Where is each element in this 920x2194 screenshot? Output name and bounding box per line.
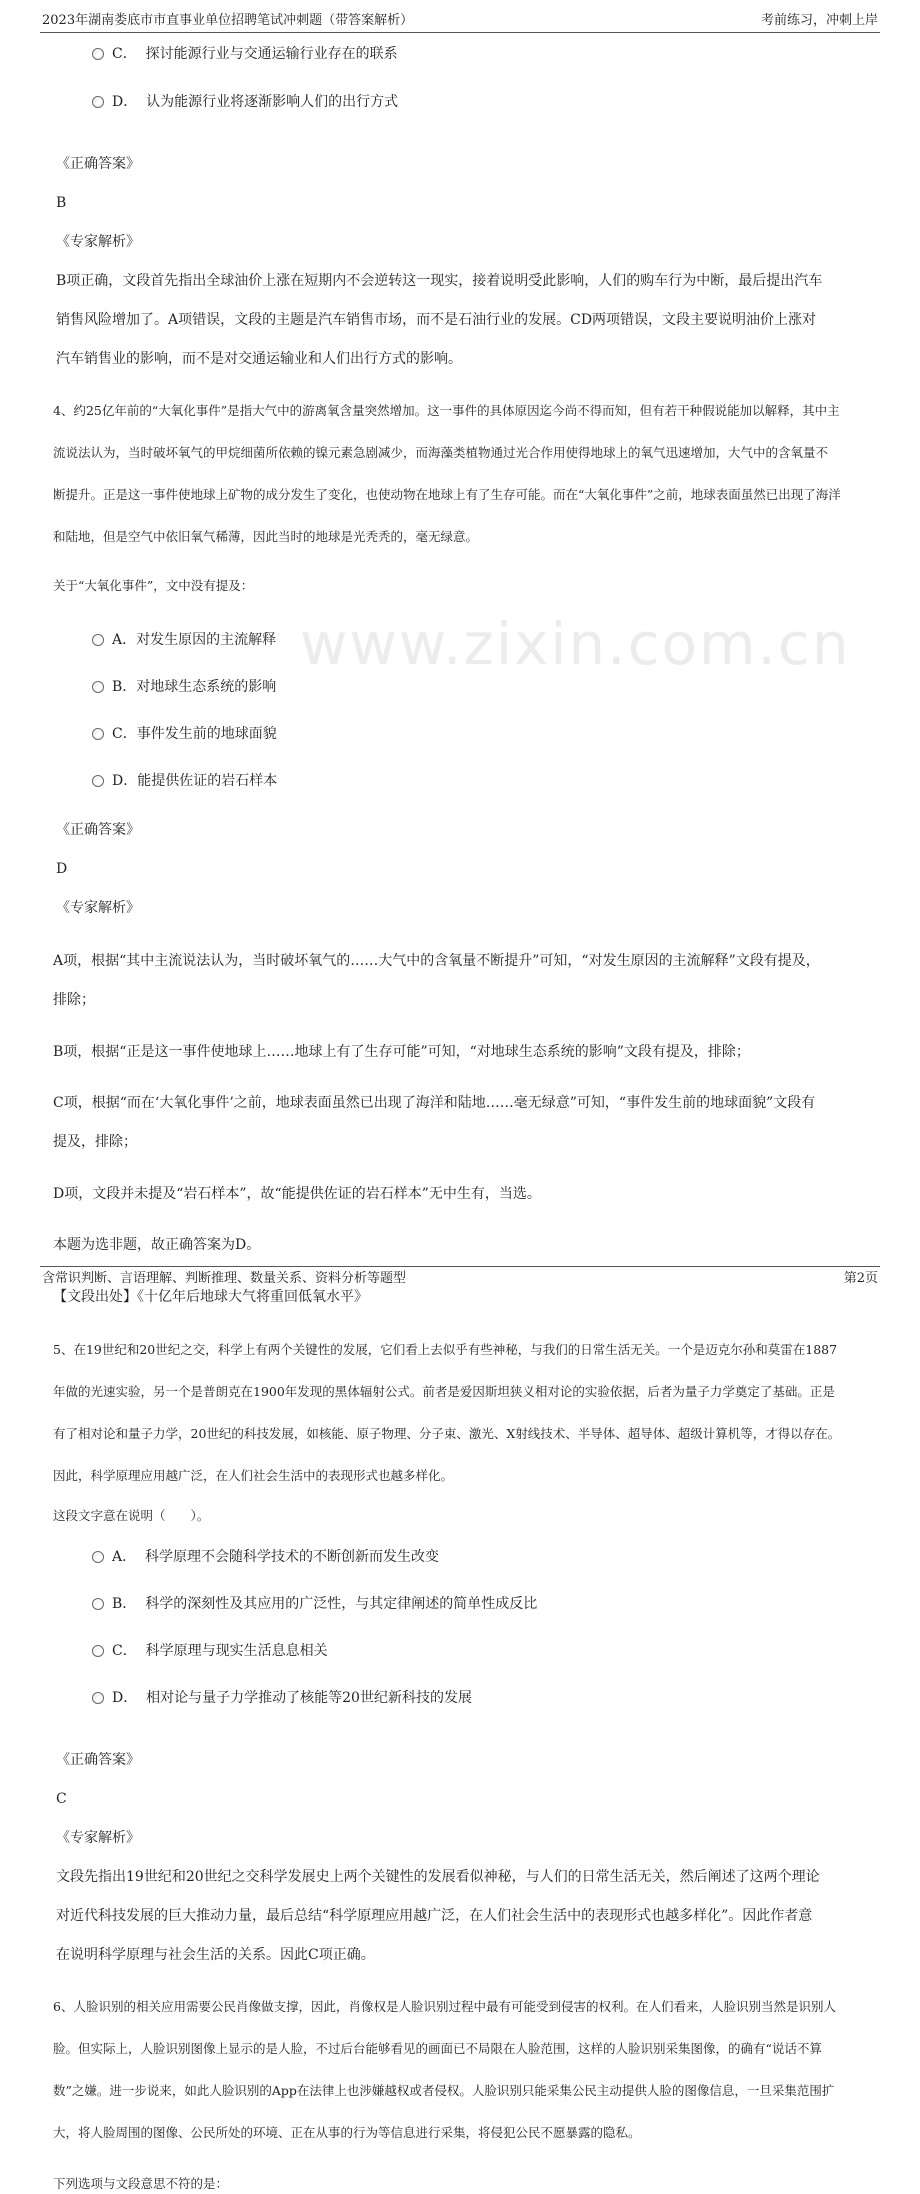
radio-icon[interactable] <box>92 634 104 646</box>
q3-analysis-label: 《专家解析》 <box>56 234 140 250</box>
q4-stem-line: 断提升。正是这一事件使地球上矿物的成分发生了变化，也使动物在地球上有了生存可能。而在“大氧化事件”之前，地球表面虽然已出现了海洋 <box>53 487 841 502</box>
q4-option-b[interactable]: B．对地球生态系统的影响 <box>92 677 920 697</box>
radio-icon[interactable] <box>92 1692 104 1704</box>
page-number: 第2页 <box>843 1271 878 1286</box>
q4-analysis-label: 《专家解析》 <box>56 900 140 916</box>
q5-answer-label: 《正确答案》 <box>56 1752 140 1768</box>
q4-analysis-c: 提及，排除； <box>53 1134 137 1150</box>
q6-stem-line: 脸。但实际上，人脸识别图像上显示的是人脸，不过后台能够看见的画面已不局限在人脸范围，这样的人脸识别采集图像，的确有“说话不算 <box>53 2041 822 2056</box>
q4-answer-label: 《正确答案》 <box>56 822 140 838</box>
q4-answer: D <box>56 861 68 877</box>
q5-analysis-line: 文段先指出19世纪和20世纪之交科学发展史上两个关键性的发展看似神秘，与人们的日常生活无关，然后阐述了这两个理论 <box>56 1869 820 1885</box>
document-title: 2023年湖南娄底市市直事业单位招聘笔试冲刺题（带答案解析） <box>42 13 414 28</box>
q4-question: 关于“大氧化事件”，文中没有提及： <box>53 578 254 593</box>
q5-question: 这段文字意在说明（ ）。 <box>53 1508 210 1523</box>
q5-option-c[interactable]: C． 科学原理与现实生活息息相关 <box>92 1641 920 1661</box>
q4-stem-line: 流说法认为，当时破坏氧气的甲烷细菌所依赖的镍元素急剧减少，而海藻类植物通过光合作用使得地球上的氧气迅速增加，大气中的含氧量不 <box>53 445 829 460</box>
q6-stem-line: 6、人脸识别的相关应用需要公民肖像做支撑，因此，肖像权是人脸识别过程中最有可能受到侵害的权利。在人们看来，人脸识别当然是识别人 <box>53 1999 836 2014</box>
radio-icon[interactable] <box>92 775 104 787</box>
radio-icon[interactable] <box>92 681 104 693</box>
q4-analysis-b: B项，根据“正是这一事件使地球上……地球上有了生存可能”可知，“对地球生态系统的影响”文段有提及，排除； <box>53 1044 750 1060</box>
q3-analysis-line: B项正确，文段首先指出全球油价上涨在短期内不会逆转这一现实，接着说明受此影响，人们的购车行为中断，最后提出汽车 <box>56 273 823 289</box>
q5-stem-line: 有了相对论和量子力学，20世纪的科技发展，如核能、原子物理、分子束、激光、X射线技术、半导体、超导体、超级计算机等，才得以存在。 <box>53 1426 841 1441</box>
q4-option-c[interactable]: C．事件发生前的地球面貌 <box>92 724 920 744</box>
q3-option-d[interactable]: D． 认为能源行业将逐渐影响人们的出行方式 <box>92 92 920 112</box>
q3-answer-label: 《正确答案》 <box>56 156 140 172</box>
q6-question: 下列选项与文段意思不符的是： <box>53 2176 229 2191</box>
q5-analysis-line: 在说明科学原理与社会生活的关系。因此C项正确。 <box>56 1947 375 1963</box>
q4-analysis-a: 排除； <box>53 992 95 1008</box>
q3-option-c[interactable]: C． 探讨能源行业与交通运输行业存在的联系 <box>92 44 920 64</box>
q4-analysis-a: A项，根据“其中主流说法认为，当时破坏氧气的……大气中的含氧量不断提升”可知，“对发生原因的主流解释”文段有提及， <box>53 953 820 969</box>
radio-icon[interactable] <box>92 48 104 60</box>
watermark: www.zixin.com.cn <box>300 610 851 678</box>
footer-categories: 含常识判断、言语理解、判断推理、数量关系、资料分析等题型 <box>42 1271 407 1286</box>
q4-conclusion: 本题为选非题，故正确答案为D。 <box>53 1237 261 1253</box>
q3-analysis-line: 销售风险增加了。A项错误，文段的主题是汽车销售市场，而不是石油行业的发展。CD两项错误，文段主要说明油价上涨对 <box>56 312 817 328</box>
radio-icon[interactable] <box>92 728 104 740</box>
q4-analysis-c: C项，根据“而在‘大氧化事件’之前，地球表面虽然已出现了海洋和陆地……毫无绿意”可知，“事件发生前的地球面貌”文段有 <box>53 1095 816 1111</box>
page-header <box>40 10 880 33</box>
q4-stem-line: 4、约25亿年前的“大氧化事件”是指大气中的游离氧含量突然增加。这一事件的具体原因迄今尚不得而知，但有若干种假说能加以解释，其中主 <box>53 403 840 418</box>
q5-answer: C <box>56 1791 67 1807</box>
q5-option-b[interactable]: B． 科学的深刻性及其应用的广泛性，与其定律阐述的简单性成反比 <box>92 1594 920 1614</box>
q5-stem-line: 因此，科学原理应用越广泛，在人们社会生活中的表现形式也越多样化。 <box>53 1468 454 1483</box>
q3-answer: B <box>56 195 67 211</box>
q4-analysis-d: D项，文段并未提及“岩石样本”，故“能提供佐证的岩石样本”无中生有，当选。 <box>53 1186 541 1202</box>
q5-stem-line: 5、在19世纪和20世纪之交，科学上有两个关键性的发展，它们看上去似乎有些神秘，与我们的日常生活无关。一个是迈克尔孙和莫雷在1887 <box>53 1342 838 1357</box>
q4-option-d[interactable]: D．能提供佐证的岩石样本 <box>92 771 920 791</box>
q3-analysis-line: 汽车销售业的影响，而不是对交通运输业和人们出行方式的影响。 <box>56 351 462 367</box>
radio-icon[interactable] <box>92 1598 104 1610</box>
q6-stem-line: 大，将人脸周围的图像、公民所处的环境、正在从事的行为等信息进行采集，将侵犯公民不愿暴露的隐私。 <box>53 2125 641 2140</box>
q5-analysis-label: 《专家解析》 <box>56 1830 140 1846</box>
q4-stem-line: 和陆地，但是空气中依旧氧气稀薄，因此当时的地球是光秃秃的，毫无绿意。 <box>53 529 479 544</box>
radio-icon[interactable] <box>92 1645 104 1657</box>
q5-option-a[interactable]: A． 科学原理不会随科学技术的不断创新而发生改变 <box>92 1547 920 1567</box>
radio-icon[interactable] <box>92 1551 104 1563</box>
q6-stem-line: 数”之嫌。进一步说来，如此人脸识别的App在法律上也涉嫌越权或者侵权。人脸识别只能采集公民主动提供人脸的图像信息，一旦采集范围扩 <box>53 2083 835 2098</box>
q5-analysis-line: 对近代科技发展的巨大推动力量，最后总结“科学原理应用越广泛，在人们社会生活中的表现形式也越多样化”。因此作者意 <box>56 1908 813 1924</box>
q5-option-d[interactable]: D． 相对论与量子力学推动了核能等20世纪新科技的发展 <box>92 1688 920 1708</box>
q4-option-a[interactable]: A．对发生原因的主流解释 <box>92 630 920 650</box>
radio-icon[interactable] <box>92 96 104 108</box>
q5-stem-line: 年做的光速实验，另一个是普朗克在1900年发现的黑体辐射公式。前者是爱因斯坦狭义相对论的实验依据，后者为量子力学奠定了基础。正是 <box>53 1384 835 1399</box>
header-slogan: 考前练习，冲刺上岸 <box>760 13 878 28</box>
q4-source: 【文段出处】《十亿年后地球大气将重回低氧水平》 <box>53 1289 368 1305</box>
